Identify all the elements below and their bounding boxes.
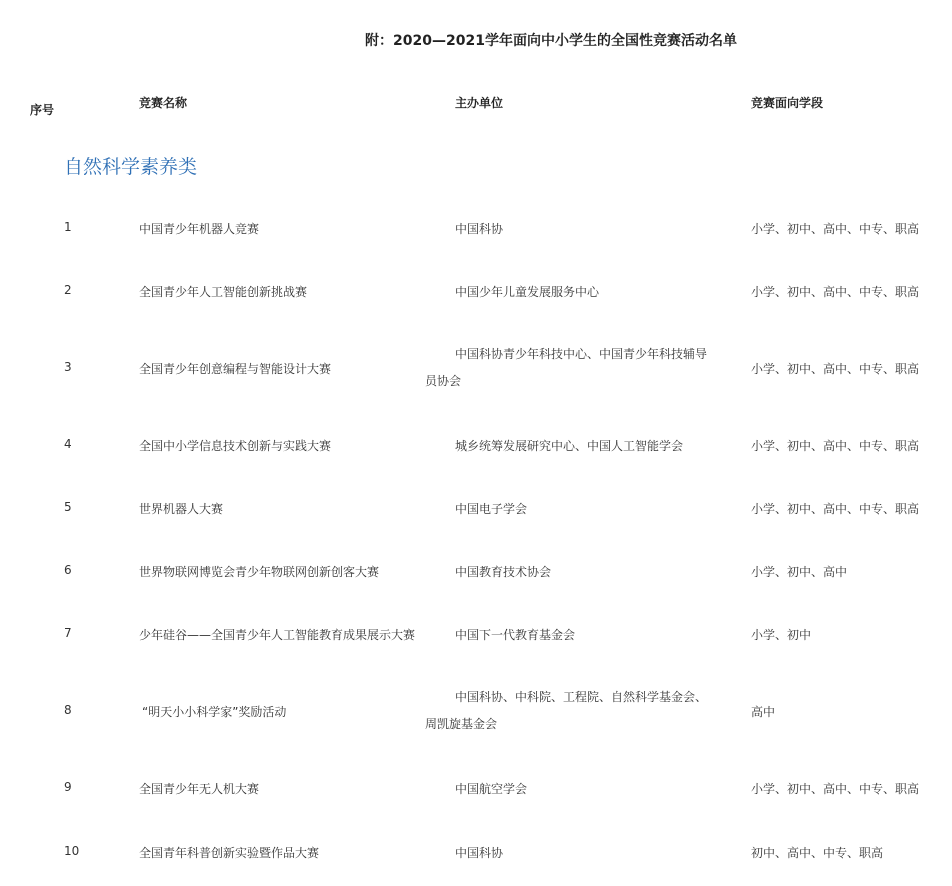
row-organizer: 中国教育技术协会 <box>455 565 552 579</box>
row-name: 少年硅谷——全国青少年人工智能教育成果展示大赛 <box>139 628 416 642</box>
row-seq: 2 <box>64 283 72 297</box>
row-organizer-line2: 员协会 <box>425 374 462 388</box>
row-name: 全国青少年无人机大赛 <box>139 782 260 796</box>
row-organizer: 中国科协 <box>455 222 504 236</box>
row-stage: 小学、初中、高中、中专、职高 <box>751 285 920 299</box>
row-seq: 5 <box>64 500 72 514</box>
row-stage: 小学、初中、高中、中专、职高 <box>751 362 920 376</box>
page-title: 附：2020—2021学年面向中小学生的全国性竞赛活动名单 <box>365 33 737 49</box>
row-organizer-line1: 中国科协、中科院、工程院、自然科学基金会、 <box>455 690 708 704</box>
row-organizer <box>425 684 725 738</box>
row-organizer: 中国少年儿童发展服务中心 <box>455 285 600 299</box>
row-name: 世界机器人大赛 <box>139 502 224 516</box>
row-stage: 小学、初中 <box>751 628 812 642</box>
header-stage: 竞赛面向学段 <box>751 96 824 110</box>
row-name: 全国青年科普创新实验暨作品大赛 <box>139 846 320 860</box>
row-name: 中国青少年机器人竞赛 <box>139 222 260 236</box>
row-stage: 小学、初中、高中、中专、职高 <box>751 782 920 796</box>
row-seq: 9 <box>64 780 72 794</box>
row-name: 世界物联网博览会青少年物联网创新创客大赛 <box>139 565 380 579</box>
row-organizer-line2: 周凯旋基金会 <box>425 717 498 731</box>
row-seq: 4 <box>64 437 72 451</box>
row-organizer: 中国科协 <box>455 846 504 860</box>
row-organizer: 中国航空学会 <box>455 782 528 796</box>
section-title: 自然科学素养类 <box>64 156 198 178</box>
row-seq: 6 <box>64 563 72 577</box>
row-organizer <box>425 341 725 395</box>
row-name: “明天小小科学家”奖励活动 <box>142 705 287 719</box>
row-name: 全国青少年人工智能创新挑战赛 <box>139 285 308 299</box>
row-stage: 小学、初中、高中 <box>751 565 848 579</box>
row-name: 全国中小学信息技术创新与实践大赛 <box>139 439 332 453</box>
row-stage: 小学、初中、高中、中专、职高 <box>751 439 920 453</box>
row-organizer-line1: 中国科协青少年科技中心、中国青少年科技辅导 <box>455 347 708 361</box>
header-name: 竞赛名称 <box>139 96 188 110</box>
row-stage: 高中 <box>751 705 776 719</box>
row-organizer: 中国下一代教育基金会 <box>455 628 576 642</box>
row-seq: 1 <box>64 220 72 234</box>
row-seq: 7 <box>64 626 72 640</box>
header-seq: 序号 <box>30 103 55 117</box>
row-organizer: 城乡统筹发展研究中心、中国人工智能学会 <box>455 439 684 453</box>
row-stage: 小学、初中、高中、中专、职高 <box>751 502 920 516</box>
row-seq: 10 <box>64 844 80 858</box>
row-seq: 8 <box>64 703 72 717</box>
row-seq: 3 <box>64 360 72 374</box>
row-name: 全国青少年创意编程与智能设计大赛 <box>139 362 332 376</box>
row-stage: 小学、初中、高中、中专、职高 <box>751 222 920 236</box>
row-stage: 初中、高中、中专、职高 <box>751 846 884 860</box>
header-organizer: 主办单位 <box>455 96 504 110</box>
row-organizer: 中国电子学会 <box>455 502 528 516</box>
